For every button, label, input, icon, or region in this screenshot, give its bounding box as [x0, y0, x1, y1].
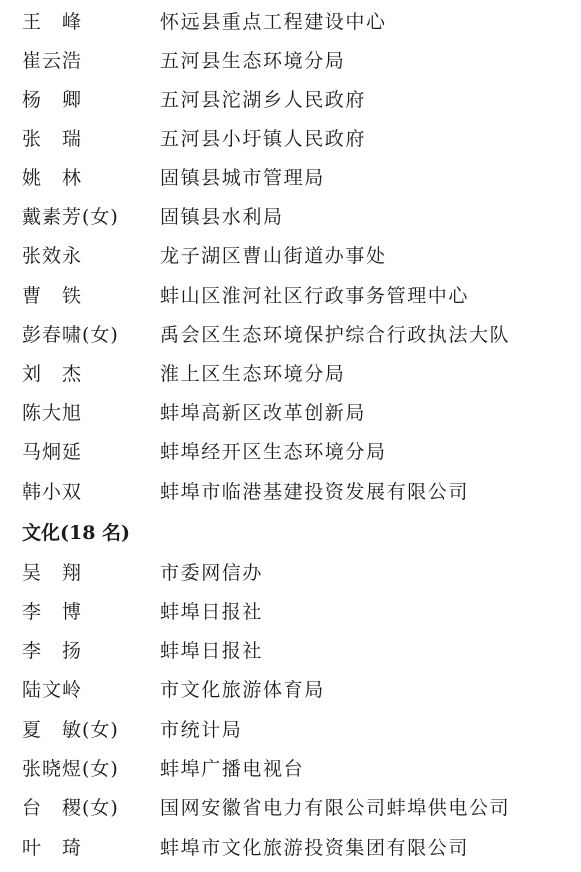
work-unit: 蚌埠高新区改革创新局 — [160, 402, 367, 424]
list-item — [0, 355, 581, 394]
person-name: 陈大旭 — [22, 402, 83, 424]
work-unit: 国网安徽省电力有限公司蚌埠供电公司 — [160, 797, 511, 819]
person-name: 张晓煜(女) — [22, 758, 119, 780]
work-unit: 五河县沱湖乡人民政府 — [160, 89, 367, 111]
work-unit: 蚌埠市文化旅游投资集团有限公司 — [160, 837, 470, 859]
person-name: 张 瑞 — [22, 128, 83, 150]
list-item — [0, 81, 581, 120]
work-unit: 市统计局 — [160, 719, 243, 741]
person-name: 曹 铁 — [22, 285, 83, 307]
work-unit: 蚌山区淮河社区行政事务管理中心 — [160, 285, 470, 307]
person-name: 姚 林 — [22, 167, 83, 189]
list-item — [0, 433, 581, 472]
person-name: 李 扬 — [22, 640, 83, 662]
list-item — [0, 829, 581, 868]
work-unit: 五河县生态环境分局 — [160, 50, 346, 72]
list-item — [0, 3, 581, 42]
work-unit: 固镇县水利局 — [160, 206, 284, 228]
person-name: 崔云浩 — [22, 50, 83, 72]
person-name: 戴素芳(女) — [22, 206, 119, 228]
list-item — [0, 789, 581, 828]
work-unit: 五河县小圩镇人民政府 — [160, 128, 367, 150]
list-item — [0, 159, 581, 198]
list-item — [0, 593, 581, 632]
person-name: 叶 琦 — [22, 837, 83, 859]
list-item — [0, 554, 581, 593]
person-name: 韩小双 — [22, 481, 83, 503]
person-name: 彭春啸(女) — [22, 324, 119, 346]
list-item — [0, 277, 581, 316]
work-unit: 蚌埠日报社 — [160, 640, 264, 662]
list-item — [0, 473, 581, 512]
person-name: 台 稷(女) — [22, 797, 119, 819]
person-name: 陆文岭 — [22, 679, 83, 701]
work-unit: 蚌埠日报社 — [160, 601, 264, 623]
person-name: 李 博 — [22, 601, 83, 623]
person-name: 马炯延 — [22, 441, 83, 463]
list-item — [0, 750, 581, 789]
person-name: 吴 翔 — [22, 562, 83, 584]
person-name: 夏 敏(女) — [22, 719, 119, 741]
section-heading: 文化(18 名) — [22, 522, 131, 544]
person-name: 张效永 — [22, 245, 83, 267]
work-unit: 市文化旅游体育局 — [160, 679, 325, 701]
list-item — [0, 316, 581, 355]
list-item — [0, 394, 581, 433]
work-unit: 淮上区生态环境分局 — [160, 363, 346, 385]
work-unit: 市委网信办 — [160, 562, 264, 584]
list-item — [0, 671, 581, 710]
person-name: 刘 杰 — [22, 363, 83, 385]
list-item — [0, 632, 581, 671]
list-item — [0, 711, 581, 750]
work-unit: 固镇县城市管理局 — [160, 167, 325, 189]
work-unit: 蚌埠市临港基建投资发展有限公司 — [160, 481, 470, 503]
person-name: 杨 卿 — [22, 89, 83, 111]
work-unit: 怀远县重点工程建设中心 — [160, 11, 387, 33]
work-unit: 禹会区生态环境保护综合行政执法大队 — [160, 324, 511, 346]
work-unit: 蚌埠广播电视台 — [160, 758, 305, 780]
work-unit: 蚌埠经开区生态环境分局 — [160, 441, 387, 463]
person-name: 王 峰 — [22, 11, 83, 33]
list-item — [0, 120, 581, 159]
work-unit: 龙子湖区曹山街道办事处 — [160, 245, 387, 267]
list-item — [0, 198, 581, 237]
list-item — [0, 42, 581, 81]
list-item — [0, 237, 581, 276]
